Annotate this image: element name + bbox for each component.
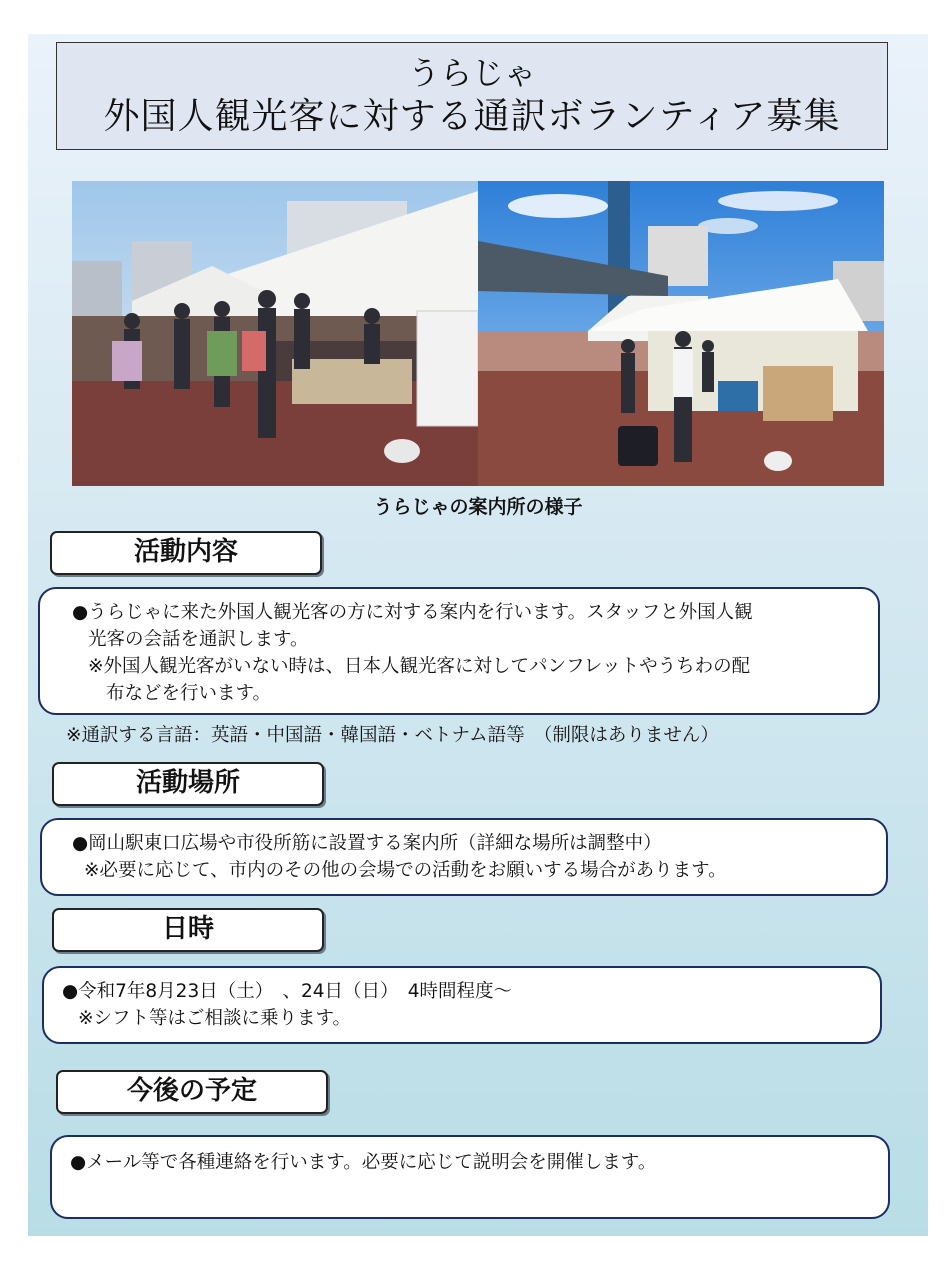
heading-location: 活動場所 (52, 762, 324, 806)
activity-line4: 布などを行います。 (106, 683, 272, 704)
activity-line3: ※外国人観光客がいない時は、日本人観光客に対してパンフレットやうちわの配 (88, 656, 751, 677)
title-line1: うらじゃ (407, 54, 536, 92)
location-line2: ※必要に応じて、市内のその他の会場での活動をお願いする場合があります。 (84, 860, 727, 881)
activity-line2: 光客の会話を通訳します。 (88, 629, 309, 650)
languages-note: ※通訳する言語：英語・中国語・韓国語・ベトナム語等 （制限はありません） (66, 725, 719, 746)
photo-tent-in-plaza (478, 181, 884, 486)
datetime-line1: ●令和7年8月23日（土） 、24日（日） 4時間程度～ (62, 981, 513, 1002)
heading-schedule: 今後の予定 (56, 1070, 328, 1114)
title-line2: 外国人観光客に対する通訳ボランティア募集 (103, 96, 841, 137)
activity-line1: ●うらじゃに来た外国人観光客の方に対する案内を行います。スタッフと外国人観 (72, 602, 753, 623)
location-line1: ●岡山駅東口広場や市役所筋に設置する案内所（詳細な場所は調整中） (72, 833, 662, 854)
datetime-line2: ※シフト等はご相談に乗ります。 (78, 1008, 352, 1029)
content-datetime (42, 966, 882, 1044)
schedule-line1: ●メール等で各種連絡を行います。必要に応じて説明会を開催します。 (70, 1152, 657, 1173)
content-location (40, 818, 888, 896)
photo-crowd-at-tent (72, 181, 478, 486)
flyer-page (28, 34, 928, 1236)
title-box (56, 42, 888, 150)
heading-activity: 活動内容 (50, 531, 322, 575)
content-schedule (50, 1135, 890, 1219)
content-activity (38, 587, 880, 715)
photo-caption: うらじゃの案内所の様子 (373, 496, 583, 518)
heading-datetime: 日時 (52, 908, 324, 952)
